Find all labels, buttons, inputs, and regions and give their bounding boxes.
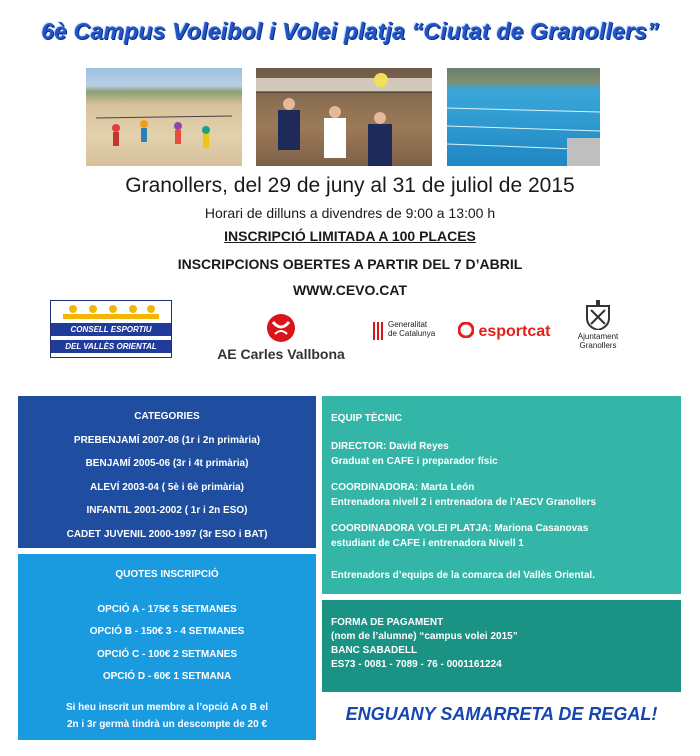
- director-block: [331, 439, 672, 469]
- payment-bank: BANC SABADELL: [331, 645, 418, 656]
- category-item: BENJAMÍ 2005-06 (3r i 4t primària): [85, 458, 249, 469]
- fee-option: OPCIÓ B - 150€ 3 - 4 SETMANES: [89, 626, 245, 637]
- generalitat-logo: [372, 320, 435, 338]
- registration-open: INSCRIPCIONS OBERTES A PARTIR DEL 7 D’ABRIL: [177, 256, 523, 272]
- beach-coordinator-desc: estudiant de CAFE i entrenadora Nivell 1: [331, 538, 524, 549]
- poster-title: 6è Campus Voleibol i Volei platja “Ciutat de Granollers”: [41, 18, 659, 44]
- director-label: DIRECTOR: David Reyes: [331, 441, 449, 452]
- coordinator-desc: Entrenadora nivell 2 i entrenadora de l’AECV Granollers: [331, 497, 597, 508]
- category-item: ALEVÍ 2003-04 ( 5è i 6è primària): [90, 481, 244, 493]
- discount-note-line2: 2n i 3r germà tindrà un descompte de 20 €: [66, 718, 268, 730]
- coordinator-label: COORDINADORA: Marta León: [331, 482, 475, 493]
- beach-coordinator-label: COORDINADORA VOLEI PLATJA: Mariona Casanovas: [331, 523, 589, 534]
- trainers-note: Entrenadors d’equips de la comarca del Vallès Oriental.: [331, 570, 595, 581]
- indoor-volleyball-photo: [256, 68, 432, 166]
- gen-line2: de Catalunya: [388, 329, 436, 338]
- places-limit: INSCRIPCIÓ LIMITADA A 100 PLACES: [224, 228, 476, 244]
- category-item: CADET JUVENIL 2000-1997 (3r ESO i BAT): [66, 528, 268, 540]
- fee-option: OPCIÓ A - 175€ 5 SETMANES: [97, 603, 237, 615]
- people-figures-icon: [51, 303, 171, 325]
- team-title: EQUIP TÈCNIC: [331, 413, 402, 424]
- beach-photo-figures: [86, 68, 242, 166]
- esportcat-text: esportcat: [478, 323, 551, 340]
- website-link[interactable]: WWW.CEVO.CAT: [292, 282, 408, 298]
- payment-account: ES73 - 0081 - 7089 - 76 - 0001161224: [331, 659, 502, 670]
- ajuntament-granollers-logo: [568, 300, 628, 350]
- consell-line1: CONSELL ESPORTIU: [51, 323, 171, 336]
- volleyball-ball-icon: [265, 312, 297, 344]
- pool-photo-lanes: [447, 68, 600, 166]
- discount-note-line1: Si heu inscrit un membre a l’opció A o B el: [65, 701, 269, 713]
- indoor-photo-figures: [256, 68, 432, 166]
- fees-panel: [18, 554, 316, 740]
- ajunt-line1: Ajuntament: [577, 332, 619, 341]
- fee-option: OPCIÓ C - 100€ 2 SETMANES: [96, 648, 238, 660]
- category-item: INFANTIL 2001-2002 ( 1r i 2n ESO): [86, 505, 248, 516]
- category-item: PREBENJAMÍ 2007-08 (1r i 2n primària): [73, 434, 261, 446]
- categories-title: CATEGORIES: [134, 411, 200, 422]
- technical-team-panel: [322, 396, 681, 594]
- esportcat-logo: [458, 322, 550, 341]
- free-tshirt-banner: ENGUANY SAMARRETA DE REGAL!: [345, 704, 658, 724]
- beach-coordinator-block: [331, 521, 672, 551]
- granollers-shield-icon: [585, 300, 611, 330]
- fees-title: QUOTES INSCRIPCIÓ: [115, 569, 219, 580]
- campus-hours: Horari de dilluns a divendres de 9:00 a 13:00 h: [204, 205, 496, 221]
- payment-title: FORMA DE PAGAMENT: [331, 617, 444, 628]
- director-desc: Graduat en CAFE i preparador físic: [331, 456, 498, 467]
- consell-line2: DEL VALLÈS ORIENTAL: [51, 340, 171, 353]
- payment-concept: (nom de l’alumne) “campus volei 2015”: [331, 631, 518, 642]
- campus-dates: Granollers, del 29 de juny al 31 de juliol de 2015: [125, 174, 575, 197]
- gen-line1: Generalitat: [388, 320, 428, 329]
- payment-panel: [322, 600, 681, 692]
- ajunt-line2: Granollers: [579, 341, 617, 350]
- club-name: AE Carles Vallbona: [217, 346, 345, 362]
- carles-vallbona-logo: [206, 312, 356, 362]
- consell-esportiu-logo: [50, 300, 172, 358]
- swimming-pool-photo: [447, 68, 600, 166]
- beach-volleyball-photo: [86, 68, 242, 166]
- categories-panel: [18, 396, 316, 548]
- esportcat-swoosh-icon: [458, 322, 474, 338]
- coordinator-block: [331, 480, 672, 510]
- catalan-flag-icon: [372, 322, 384, 340]
- fee-option: OPCIÓ D - 60€ 1 SETMANA: [102, 671, 232, 682]
